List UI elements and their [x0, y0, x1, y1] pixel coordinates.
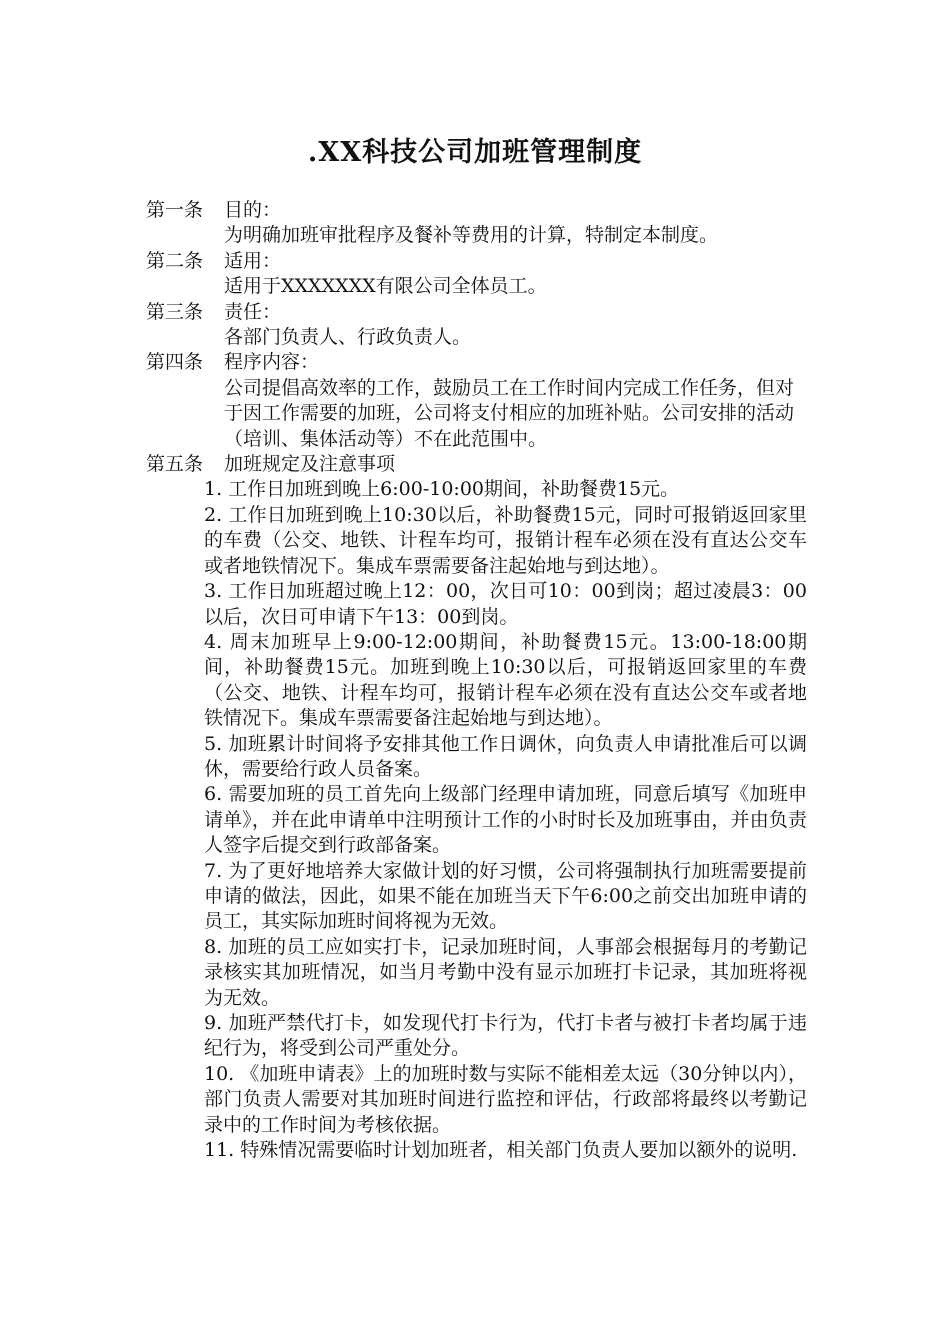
article-heading	[146, 198, 816, 223]
article-number: 第五条	[146, 453, 204, 476]
rule-item: 11. 特殊情况需要临时计划加班者，相关部门负责人要加以额外的说明.	[204, 1139, 798, 1162]
article-number: 第一条	[146, 199, 204, 221]
article-4	[146, 350, 816, 452]
document-body	[146, 198, 816, 1163]
rule-item: 1. 工作日加班到晚上6:00-10:00期间，补助餐费15元。	[204, 478, 680, 501]
article-text: 各部门负责人、行政负责人。	[224, 326, 472, 349]
article-number: 第四条	[146, 351, 204, 374]
rules-list	[204, 477, 807, 1163]
article-title: 加班规定及注意事项	[224, 453, 396, 476]
article-heading	[146, 452, 816, 477]
article-2	[146, 249, 816, 300]
rule-item: 6. 需要加班的员工首先向上级部门经理申请加班，同意后填写《加班申请单》，并在此申请单中注明预计工作的小时时长及加班事由，并由负责人签字后提交到行政部备案。	[204, 783, 807, 857]
rule-item: 5. 加班累计时间将予安排其他工作日调休，向负责人申请批准后可以调休，需要给行政人员备案。	[204, 732, 807, 780]
article-1	[146, 198, 816, 249]
rule-item: 4. 周末加班早上9:00-12:00期间，补助餐费15元。13:00-18:00期间，补助餐费15元。加班到晚上10:30以后，可报销返回家里的车费（公交、地铁、计程车均可，报销计程车必须在没有直达公交车或者地铁情况下。集成车票需要备注起始地与到达地）。	[204, 630, 807, 730]
article-text: 为明确加班审批程序及餐补等费用的计算，特制定本制度。	[224, 224, 719, 247]
article-5	[146, 452, 816, 1163]
article-title: 程序内容：	[224, 351, 320, 374]
rule-item: 2. 工作日加班到晚上10:30以后，补助餐费15元，同时可报销返回家里的车费（公交、地铁、计程车均可，报销计程车必须在没有直达公交车或者地铁情况下。集成车票需要备注起始地与到达地）。	[204, 503, 807, 577]
rule-item: 9. 加班严禁代打卡，如发现代打卡行为，代打卡者与被打卡者均属于违纪行为，将受到公司严重处分。	[204, 1012, 807, 1060]
rule-item: 8. 加班的员工应如实打卡，记录加班时间，人事部会根据每月的考勤记录核实其加班情况，如当月考勤中没有显示加班打卡记录，其加班将视为无效。	[204, 935, 807, 1009]
rule-item: 7. 为了更好地培养大家做计划的好习惯，公司将强制执行加班需要提前申请的做法，因此，如果不能在加班当天下午6:00之前交出加班申请的员工，其实际加班时间将视为无效。	[204, 859, 807, 933]
article-heading	[146, 249, 816, 274]
article-title: 适用：	[224, 249, 282, 272]
document-title: .XX科技公司加班管理制度	[307, 137, 643, 168]
rule-item: 3. 工作日加班超过晚上12：00，次日可10：00到岗；超过凌晨3：00以后，次日可申请下午13：00到岗。	[204, 580, 807, 628]
article-number: 第三条	[146, 300, 204, 323]
article-heading	[146, 300, 816, 325]
rule-item: 10. 《加班申请表》上的加班时数与实际不能相差太远（30分钟以内），部门负责人需要对其加班时间进行监控和评估，行政部将最终以考勤记录中的工作时间为考核依据。	[204, 1062, 807, 1136]
article-number: 第二条	[146, 249, 204, 272]
article-text: 适用于XXXXXXX有限公司全体员工。	[224, 275, 547, 298]
article-text: 公司提倡高效率的工作，鼓励员工在工作时间内完成工作任务，但对于因工作需要的加班，公司将支付相应的加班补贴。公司安排的活动（培训、集体活动等）不在此范围中。	[224, 376, 795, 450]
article-title: 目的：	[224, 199, 282, 221]
article-title: 责任：	[224, 300, 282, 323]
article-3	[146, 300, 816, 351]
article-heading	[146, 350, 816, 375]
